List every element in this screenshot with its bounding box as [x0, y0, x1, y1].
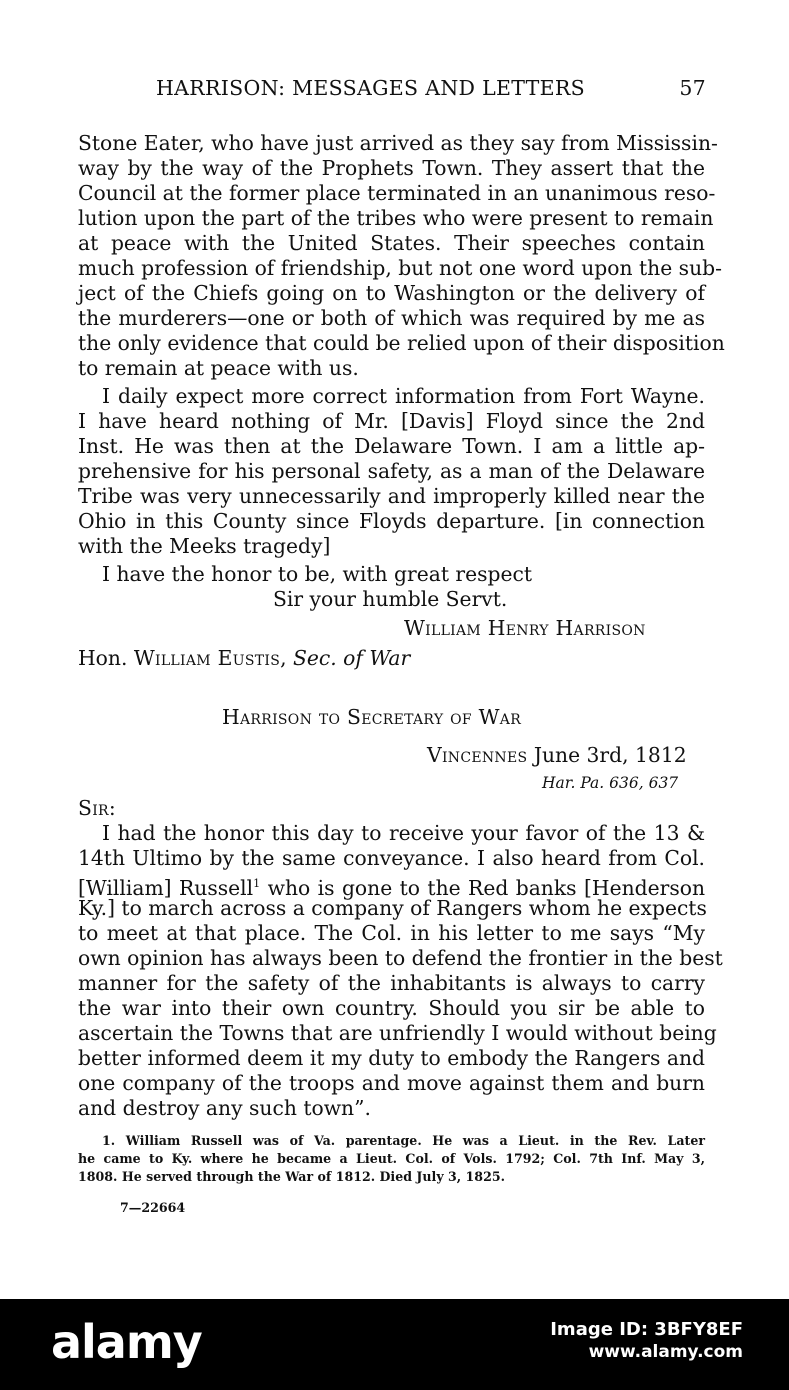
text-line: much profession of friendship, but not one word upon the sub- — [78, 256, 722, 280]
text-line: Tribe was very unnecessarily and improperly killed near the — [78, 484, 705, 508]
text-line: manner for the safety of the inhabitants is always to carry — [78, 971, 705, 995]
text-line: I have heard nothing of Mr. [Davis] Floyd since the 2nd — [78, 409, 705, 433]
running-head: HARRISON: MESSAGES AND LETTERS — [156, 76, 585, 100]
closing-line: Sir your humble Servt. — [273, 587, 508, 611]
footnote-line: 1808. He served through the War of 1812. Died July 3, 1825. — [78, 1169, 505, 1184]
site-url: www.alamy.com — [588, 1342, 743, 1362]
text-line: I had the honor this day to receive your favor of the 13 & — [102, 821, 705, 845]
text-line: [William] Russell$^1$ who is gone to the Red banks [Henderson — [78, 875, 706, 900]
alamy-logo: alamy — [51, 1315, 202, 1369]
text-line: better informed deem it my duty to embody the Rangers and — [78, 1046, 705, 1070]
text-line: Ohio in this County since Floyds departure. [in connection — [78, 509, 705, 533]
text-line: lution upon the part of the tribes who were present to remain — [78, 206, 714, 230]
addressee-comma: , — [280, 646, 294, 670]
text-line: the war into their own country. Should you sir be able to — [78, 996, 705, 1020]
printer-mark: 7—22664 — [120, 1200, 186, 1215]
image-id-block — [550, 1319, 743, 1363]
addressee-name: William Eustis — [133, 646, 281, 670]
text-line: with the Meeks tragedy] — [78, 534, 331, 558]
text-line: Stone Eater, who have just arrived as they say from Mississin- — [78, 131, 718, 155]
text-line: to remain at peace with us. — [78, 356, 359, 380]
closing-line: I have the honor to be, with great respect — [102, 562, 533, 586]
text-line: the only evidence that could be relied upon of their disposition — [78, 331, 725, 355]
text-line: one company of the troops and move against them and burn — [78, 1071, 705, 1095]
salutation: Sir: — [78, 796, 116, 820]
text-line: Ky.] to march across a company of Rangers whom he expects — [78, 896, 707, 920]
letter-heading: Harrison to Secretary of War — [222, 705, 522, 729]
text-line: and destroy any such town”. — [78, 1096, 371, 1120]
text-line: the murderers—one or both of which was required by me as — [78, 306, 705, 330]
footnote-line: he came to Ky. where he became a Lieut. Col. of Vols. 1792; Col. 7th Inf. May 3, — [78, 1151, 705, 1166]
text-line: Council at the former place terminated in an unanimous reso- — [78, 181, 716, 205]
image-id: Image ID: 3BFY8EF — [550, 1319, 743, 1340]
text-line: ject of the Chiefs going on to Washington or the delivery of — [78, 281, 705, 305]
signature: William Henry Harrison — [404, 616, 646, 640]
text-line: to meet at that place. The Col. in his letter to me says “My — [78, 921, 705, 945]
addressee-prefix: Hon. — [78, 646, 134, 670]
text-line: Inst. He was then at the Delaware Town. I am a little ap- — [78, 434, 705, 458]
text-line: at peace with the United States. Their speeches contain — [78, 231, 705, 255]
footnote-marker: 1 — [253, 877, 261, 890]
text-line: 14th Ultimo by the same conveyance. I also heard from Col. — [78, 846, 705, 870]
source-reference: Har. Pa. 636, 637 — [542, 774, 679, 792]
addressee-title: Sec. of War — [293, 646, 411, 670]
watermark-banner — [0, 1299, 789, 1390]
text-line: own opinion has always been to defend the frontier in the best — [78, 946, 723, 970]
page-number: 57 — [679, 76, 706, 100]
letter-place: Vincennes — [427, 743, 528, 767]
text-line: way by the way of the Prophets Town. They assert that the — [78, 156, 705, 180]
letter-dateline — [427, 743, 687, 768]
letter-date: June 3rd, 1812 — [533, 743, 687, 767]
page-header — [78, 76, 708, 108]
text-line: prehensive for his personal safety, as a man of the Delaware — [78, 459, 705, 483]
footnote-line: 1. William Russell was of Va. parentage. He was a Lieut. in the Rev. Later — [102, 1133, 705, 1148]
addressee — [78, 646, 410, 671]
text-line: ascertain the Towns that are unfriendly I would without being — [78, 1021, 717, 1045]
text-line: I daily expect more correct information from Fort Wayne. — [102, 384, 705, 408]
